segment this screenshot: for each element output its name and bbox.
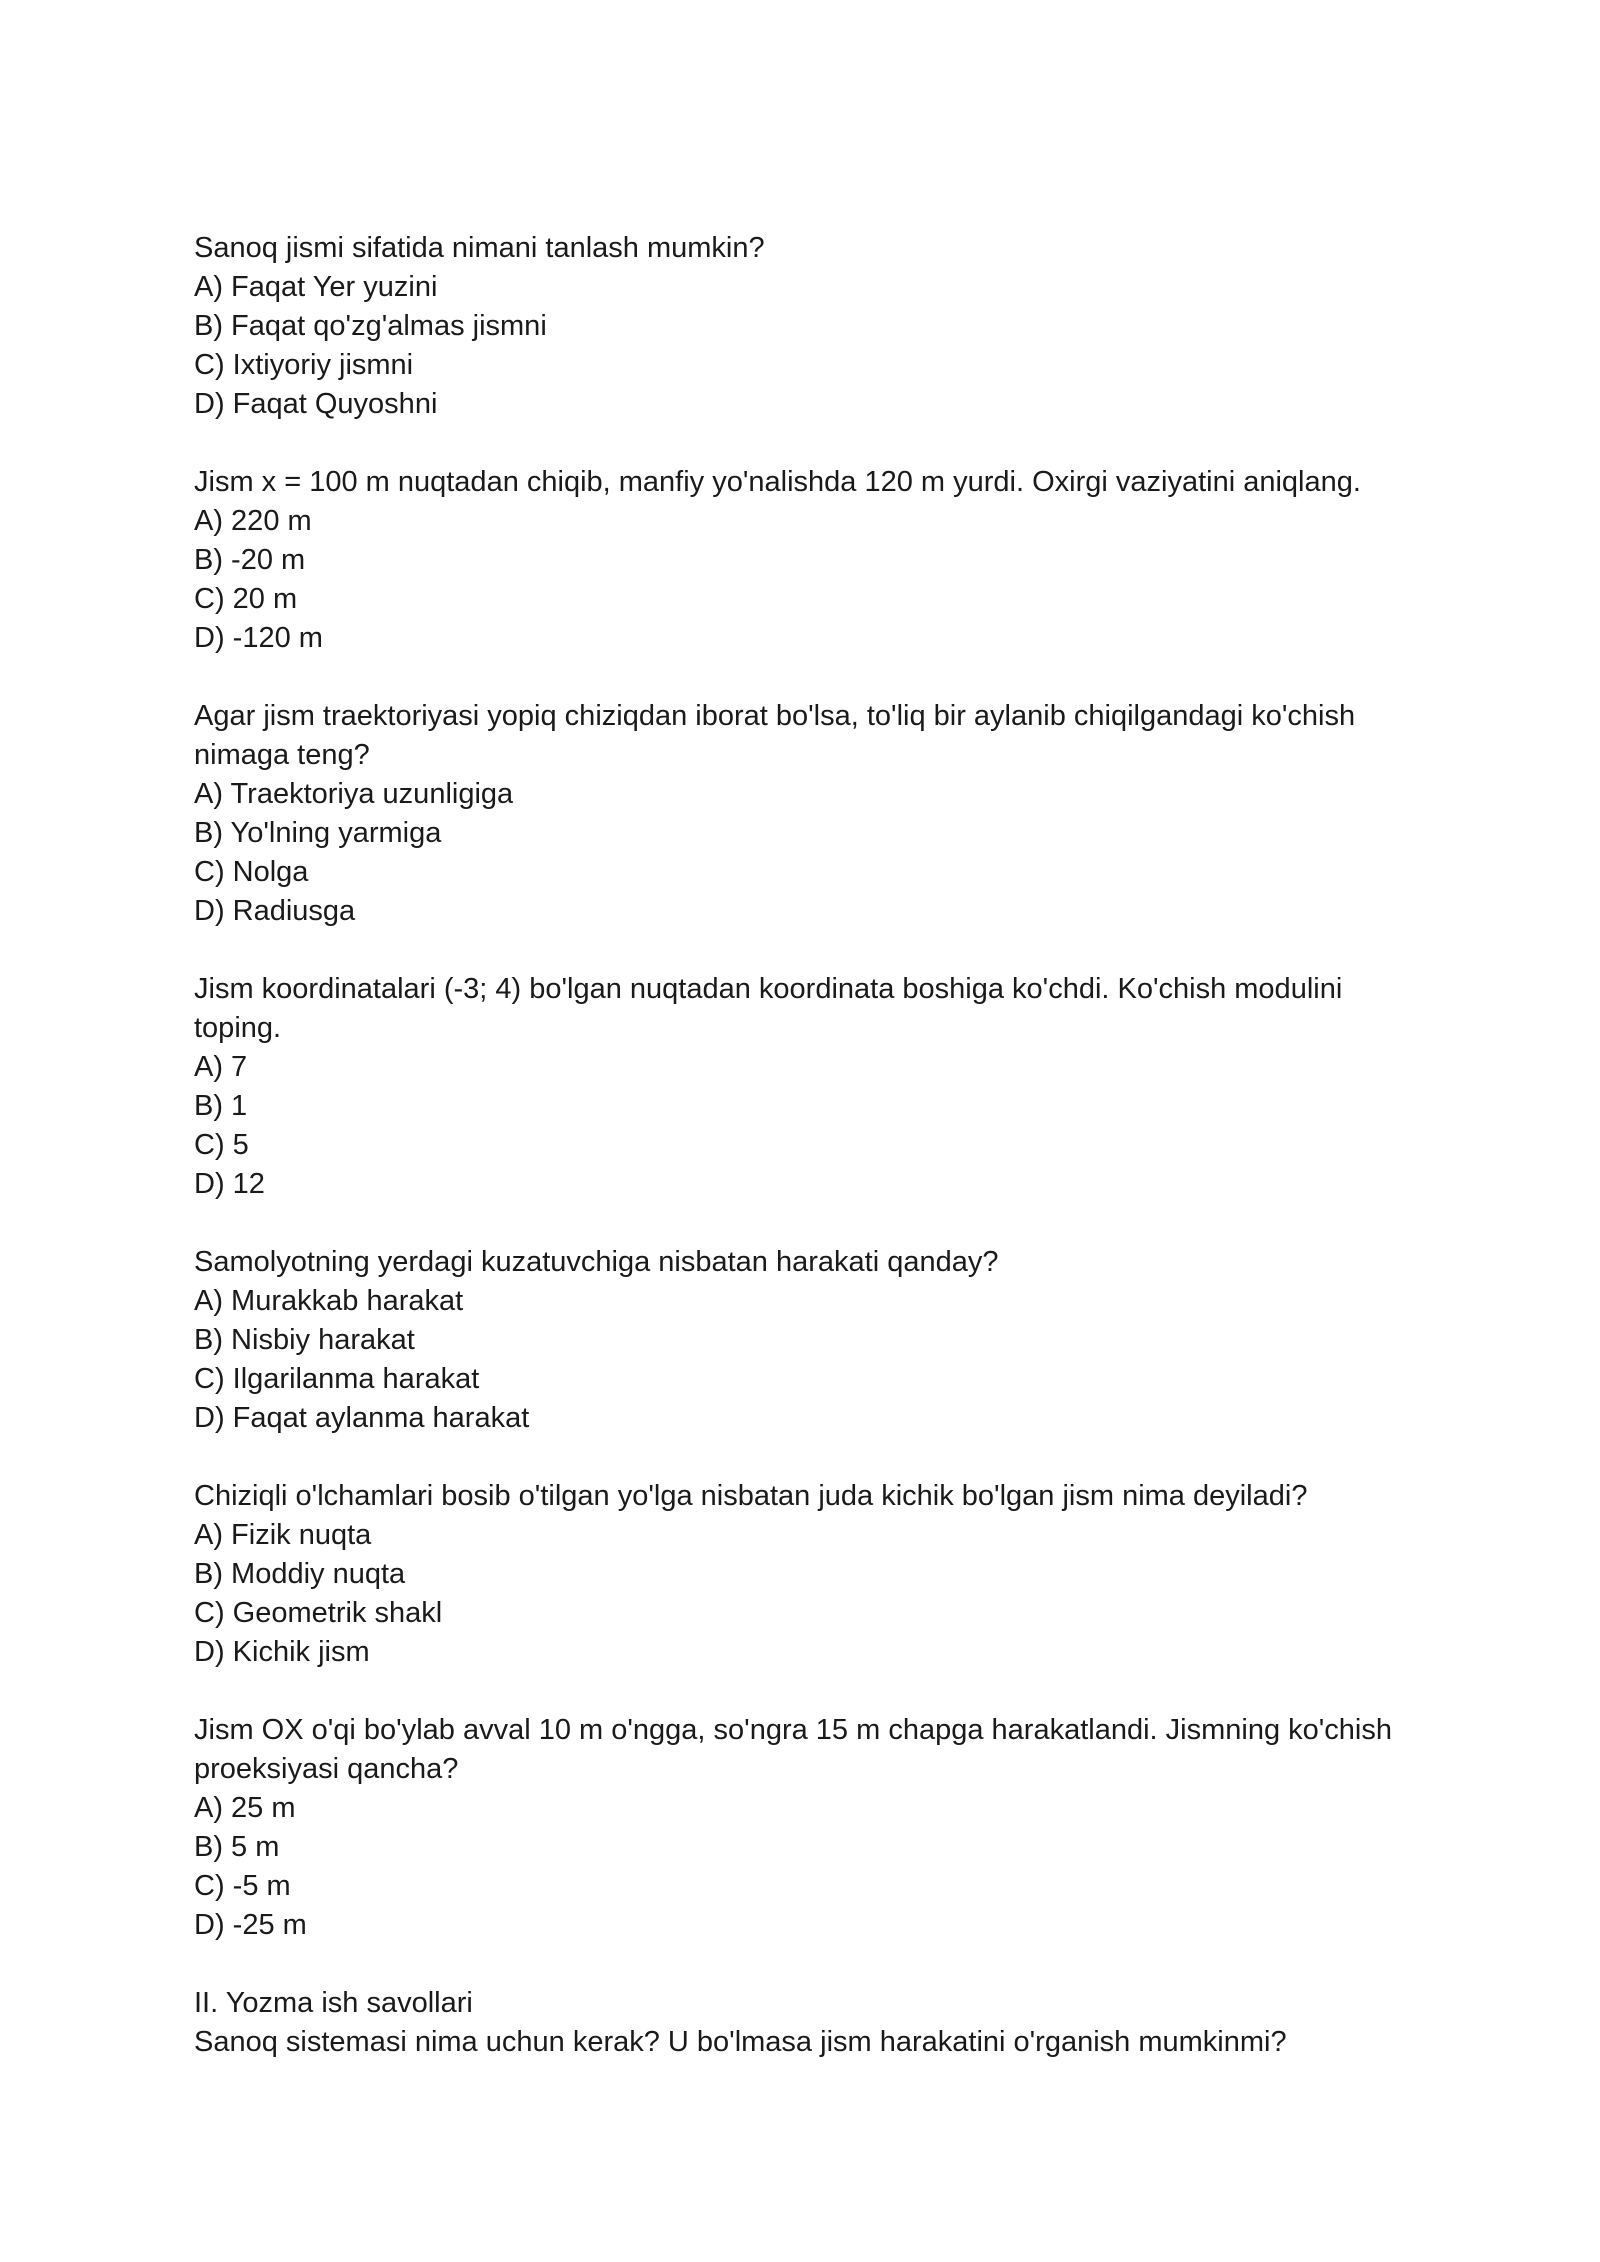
answer-option: D) Radiusga bbox=[194, 895, 356, 927]
answer-option: C) Ixtiyoriy jismni bbox=[194, 349, 414, 381]
answer-option: C) 20 m bbox=[194, 583, 298, 615]
answer-option: B) 1 bbox=[194, 1090, 248, 1122]
question-text: Samolyotning yerdagi kuzatuvchiga nisbatan harakati qanday? bbox=[194, 1246, 999, 1278]
answer-option: D) Kichik jism bbox=[194, 1636, 370, 1668]
section-heading: II. Yozma ish savollari bbox=[194, 1987, 473, 2019]
answer-option: B) Yo'lning yarmiga bbox=[194, 817, 442, 849]
answer-option: C) Geometrik shakl bbox=[194, 1597, 443, 1629]
answer-option: C) -5 m bbox=[194, 1870, 291, 1902]
answer-option: C) 5 bbox=[194, 1129, 249, 1161]
answer-option: D) -120 m bbox=[194, 622, 323, 654]
answer-option: B) Moddiy nuqta bbox=[194, 1558, 406, 1590]
answer-option: A) Faqat Yer yuzini bbox=[194, 271, 438, 303]
question-text: Jism OX o'qi bo'ylab avval 10 m o'ngga, so'ngra 15 m chapga harakatlandi. Jismning ko'chish proeksiyasi qancha? bbox=[194, 1714, 1401, 1785]
answer-option: B) Faqat qo'zg'almas jismni bbox=[194, 310, 547, 342]
answer-option: D) Faqat Quyoshni bbox=[194, 388, 438, 420]
question-block-3 bbox=[194, 697, 1424, 931]
answer-option: A) Fizik nuqta bbox=[194, 1519, 372, 1551]
question-block-2 bbox=[194, 463, 1424, 658]
written-section bbox=[194, 1984, 1424, 2062]
question-block-7 bbox=[194, 1711, 1424, 1945]
answer-option: A) 7 bbox=[194, 1051, 248, 1083]
answer-option: D) 12 bbox=[194, 1168, 265, 1200]
document-content bbox=[194, 229, 1424, 2101]
question-text: Sanoq jismi sifatida nimani tanlash mumkin? bbox=[194, 232, 765, 264]
answer-option: A) Traektoriya uzunligiga bbox=[194, 778, 514, 810]
question-block-1 bbox=[194, 229, 1424, 424]
answer-option: A) Murakkab harakat bbox=[194, 1285, 464, 1317]
question-text: Jism x = 100 m nuqtadan chiqib, manfiy yo'nalishda 120 m yurdi. Oxirgi vaziyatini aniqlang. bbox=[194, 466, 1361, 498]
answer-option: D) Faqat aylanma harakat bbox=[194, 1402, 530, 1434]
answer-option: B) -20 m bbox=[194, 544, 306, 576]
question-block-6 bbox=[194, 1477, 1424, 1672]
answer-option: C) Nolga bbox=[194, 856, 309, 888]
answer-option: D) -25 m bbox=[194, 1909, 307, 1941]
answer-option: B) Nisbiy harakat bbox=[194, 1324, 415, 1356]
answer-option: C) Ilgarilanma harakat bbox=[194, 1363, 480, 1395]
written-question: Sanoq sistemasi nima uchun kerak? U bo'lmasa jism harakatini o'rganish mumkinmi? bbox=[194, 2026, 1287, 2058]
answer-option: B) 5 m bbox=[194, 1831, 280, 1863]
answer-option: A) 220 m bbox=[194, 505, 312, 537]
question-block-4 bbox=[194, 970, 1424, 1204]
question-text: Jism koordinatalari (-3; 4) bo'lgan nuqtadan koordinata boshiga ko'chdi. Ko'chish modulini toping. bbox=[194, 973, 1351, 1044]
question-block-5 bbox=[194, 1243, 1424, 1438]
answer-option: A) 25 m bbox=[194, 1792, 296, 1824]
question-text: Agar jism traektoriyasi yopiq chiziqdan iborat bo'lsa, to'liq bir aylanib chiqilgandagi ko'chish nimaga teng? bbox=[194, 700, 1364, 771]
question-text: Chiziqli o'lchamlari bosib o'tilgan yo'lga nisbatan juda kichik bo'lgan jism nima deyiladi? bbox=[194, 1480, 1308, 1512]
